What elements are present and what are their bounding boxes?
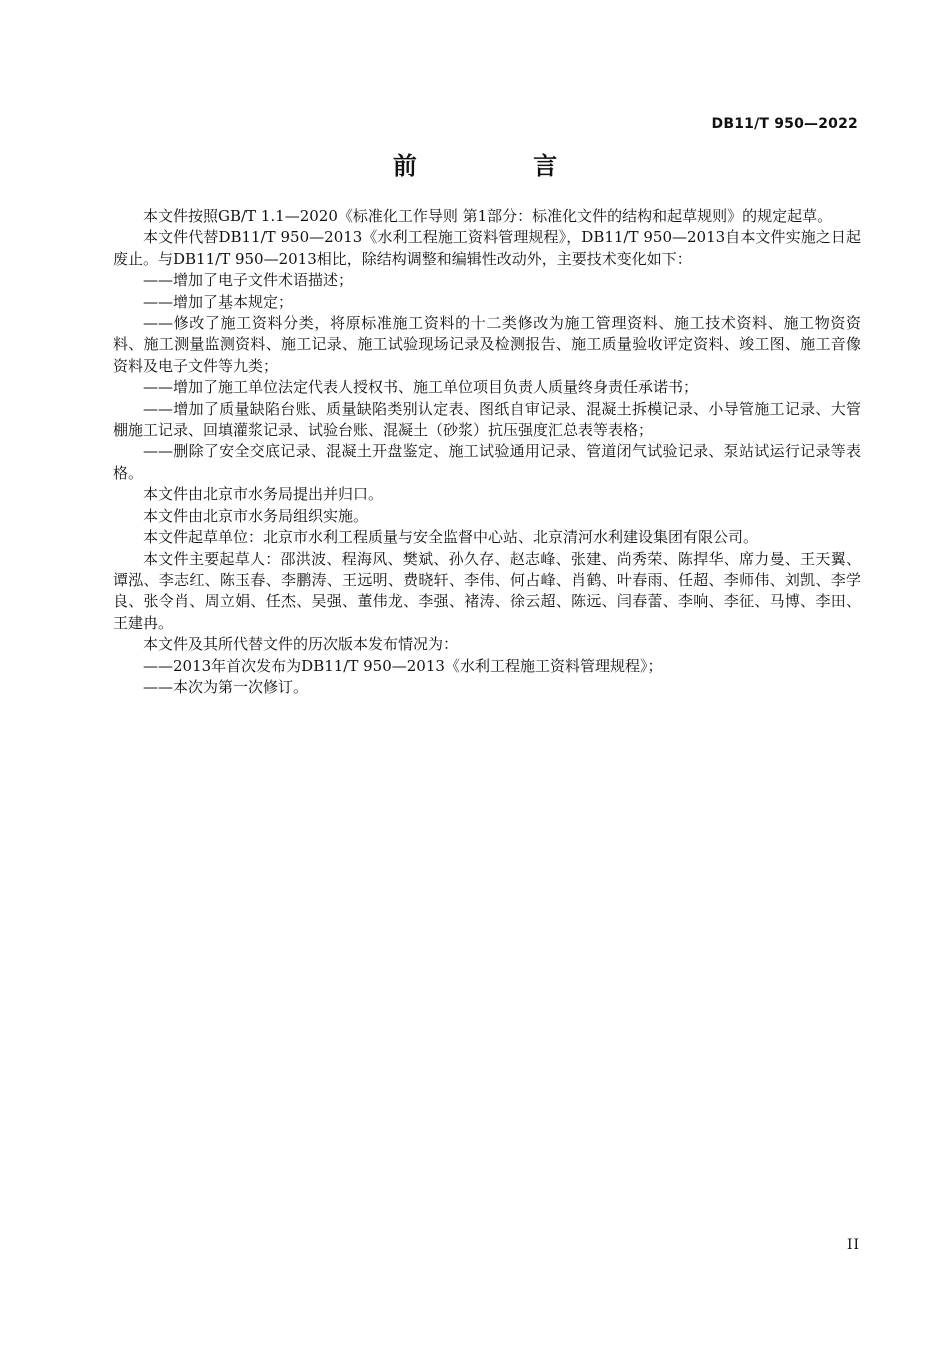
list-item: ——增加了基本规定； [143, 292, 294, 311]
foreword-body [113, 206, 861, 698]
paragraph: 本文件按照GB/T 1.1—2020《标准化工作导则 第1部分：标准化文件的结构和起草规则》的规定起草。 [143, 207, 833, 225]
list-item: ——增加了施工单位法定代表人授权书、施工单位项目负责人质量终身责任承诺书； [143, 378, 699, 397]
paragraph: 本文件代替DB11/T 950—2013《水利工程施工资料管理规程》，DB11/T 950—2013自本文件实施之日起废止。与DB11/T 950—2013相比，除结构调整和编辑性改动外，主要技术变化如下： [113, 228, 861, 268]
list-item: ——删除了安全交底记录、混凝土开盘鉴定、施工试验通用记录、管道闭气试验记录、泵站试运行记录等表格。 [113, 442, 861, 482]
list-item: ——增加了电子文件术语描述； [143, 271, 354, 290]
list-item: ——修改了施工资料分类，将原标准施工资料的十二类修改为施工管理资料、施工技术资料、施工物资资料、施工测量监测资料、施工记录、施工试验现场记录及检测报告、施工质量验收评定资料、竣工图、施工音像资料及电子文件等九类； [113, 314, 861, 375]
paragraph: 本文件由北京市水务局组织实施。 [143, 506, 369, 525]
paragraph: 本文件主要起草人：邵洪波、程海风、樊斌、孙久存、赵志峰、张建、尚秀荣、陈捍华、席力曼、王天翼、谭泓、李志红、陈玉春、李鹏涛、王远明、费晓轩、李伟、何占峰、肖鹤、叶春雨、任超、李师伟、刘凯、李学良、张令肖、周立娟、任杰、吴强、董伟龙、李强、褚涛、徐云超、陈远、闫春蕾、李响、李征、马博、李田、王建冉。 [113, 549, 861, 632]
paragraph: 本文件及其所代替文件的历次版本发布情况为： [143, 635, 459, 654]
paragraph: 本文件由北京市水务局提出并归口。 [143, 485, 384, 504]
page-number: II [846, 1237, 860, 1253]
page-title: 前 言 [392, 152, 612, 180]
document-code: DB11/T 950—2022 [711, 116, 858, 132]
list-item: ——2013年首次发布为DB11/T 950—2013《水利工程施工资料管理规程》； [143, 656, 663, 675]
list-item: ——增加了质量缺陷台账、质量缺陷类别认定表、图纸自审记录、混凝土拆模记录、小导管施工记录、大管棚施工记录、回填灌浆记录、试验台账、混凝土（砂浆）抗压强度汇总表等表格； [113, 399, 861, 440]
list-item: ——本次为第一次修订。 [143, 677, 309, 696]
paragraph: 本文件起草单位：北京市水利工程质量与安全监督中心站、北京清河水利建设集团有限公司。 [143, 528, 759, 547]
